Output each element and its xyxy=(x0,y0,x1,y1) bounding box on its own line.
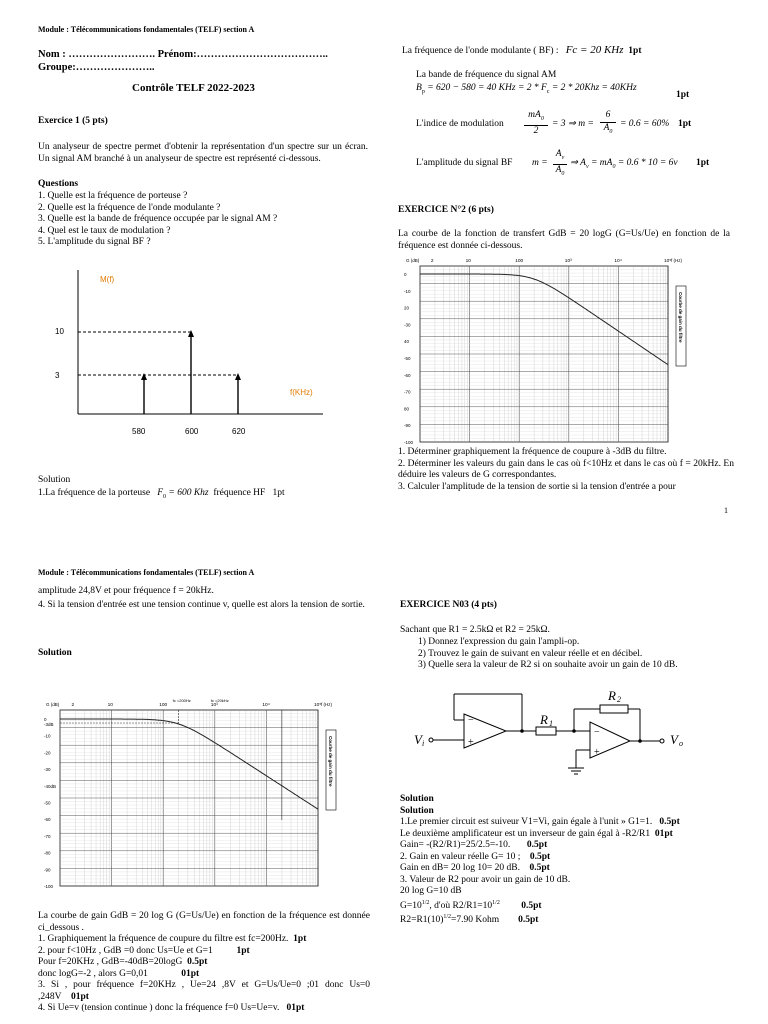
side-label: Courbe de gain du filtre xyxy=(328,736,333,787)
graph-ytick: -20 xyxy=(44,750,51,756)
ex3-pt: 0.5pt xyxy=(659,817,680,827)
ampl-rest2-sub: 0 xyxy=(612,163,616,170)
page-title: Contrôle TELF 2022-2023 xyxy=(132,82,255,94)
ampl-rest-c: = 0.6 * 10 = 6v xyxy=(615,158,678,168)
op1-minus: − xyxy=(468,715,474,726)
ex3-sol-line: G=10 xyxy=(400,900,422,911)
exercise3-intro: Sachant que R1 = 2.5kΩ et R2 = 25kΩ. xyxy=(400,625,550,635)
ex3-sol-row xyxy=(400,817,740,829)
graph-ytick: -40dB xyxy=(44,783,57,789)
g-exp: 1/2 xyxy=(443,914,452,921)
exercise3-solution xyxy=(400,794,740,927)
sol-pt: 01pt xyxy=(71,991,89,1002)
ex3-sol-line: 1.Le premier circuit est suiveur V1=Vi, gain égale à l'unit » G1=1. xyxy=(400,817,653,827)
sol-line-row xyxy=(38,980,370,1003)
questions-list xyxy=(38,191,277,249)
resistor-r2 xyxy=(600,705,628,713)
graph-ytick: -10 xyxy=(44,733,51,739)
graph-ytick: -100 xyxy=(404,440,414,445)
sol-line: La courbe de gain GdB = 20 log G (G=Us/Ue) en fonction de la fréquence est donnée ci_dessous . xyxy=(38,911,370,933)
ampl-rest-a: ⇒ A xyxy=(570,158,586,168)
question-item: 1. Quelle est la fréquence de porteuse ? xyxy=(38,191,188,201)
nom-field: Nom : ……………………. Prénom:……………………………….. xyxy=(38,49,328,60)
module-header: Module : Télécommunications fondamentales (TELF) section A xyxy=(38,25,255,34)
ex3-pt: 0.5pt xyxy=(521,900,542,911)
spectrum-xtick: 620 xyxy=(232,427,246,436)
ampl-den: A xyxy=(555,165,562,176)
bf-pt: 1pt xyxy=(628,46,642,56)
ex3-sol-line: 20 log G=10 dB xyxy=(400,886,462,896)
graph-ytick: 0 xyxy=(44,717,47,722)
graph-ytick: -60 xyxy=(44,817,51,823)
indice-den: 2 xyxy=(533,126,539,137)
sol-line-row xyxy=(38,957,370,969)
gain-graph-1 xyxy=(398,256,698,446)
graph-ytick: -100 xyxy=(44,884,54,889)
bf-text: La fréquence de l'onde modulante ( BF) : xyxy=(402,46,559,56)
fc-annotation: fc =200Hz xyxy=(172,698,191,703)
exercise3-questions xyxy=(418,637,678,672)
graph-xtick: 100 xyxy=(159,703,168,708)
sol-line: 4. Si Ue=v (tension continue ) donc la fréquence f=0 Us=Ue=v. xyxy=(38,1003,280,1013)
exercise2-title: EXERCICE N°2 (6 pts) xyxy=(398,205,494,215)
sol-line-row xyxy=(38,934,370,946)
graph-ytick: -30 xyxy=(44,767,51,773)
graph-ytick: -90 xyxy=(404,423,411,429)
ex3-sol-line: 2. Gain en valeur réelle G= 10 ; xyxy=(400,851,521,862)
bande-formula xyxy=(416,83,637,98)
ex2-question: 2. Déterminer les valeurs du gain dans le cas où f<10Hz et dans le cas où f = 20kHz. En déduire les valeurs de G correspondantes. xyxy=(398,458,734,480)
graph-xtick: 10⁴ xyxy=(614,259,622,264)
indice-mid: = 3 ⇒ m = xyxy=(552,119,594,129)
graph-ytick: -3dB xyxy=(44,722,54,728)
question-item: 2. Quelle est la fréquence de l'onde modulante ? xyxy=(38,202,221,213)
sol-line: Pour f=20KHz , GdB=-40dB=20logG xyxy=(38,957,183,967)
svg-text:1 xyxy=(549,719,553,728)
vi-sub: i xyxy=(422,739,425,748)
op1-plus: + xyxy=(468,737,474,748)
ex3-pt: 0.5pt xyxy=(529,863,550,873)
groupe-field: Groupe:………………….. xyxy=(38,62,155,73)
indice-num2: 6 xyxy=(600,110,616,123)
r1-sub: 1 xyxy=(549,719,553,728)
exercise2-questions xyxy=(398,447,734,493)
ex3-pt: 0.5pt xyxy=(529,851,551,862)
ampl-pt: 1pt xyxy=(696,158,710,168)
graph-ytick: -60 xyxy=(404,372,411,378)
g-mid: , d'où R2/R1=10 xyxy=(429,900,493,911)
graph-ytick: -90 xyxy=(44,867,51,873)
graph-ytick: -80 xyxy=(44,850,51,856)
sol1-pt: 1pt xyxy=(272,488,285,498)
vo-sub: o xyxy=(679,739,683,748)
op2-plus: + xyxy=(594,747,600,758)
spectrum-ytick: 3 xyxy=(55,371,60,380)
bf-frequency xyxy=(402,45,641,58)
sol-line-row xyxy=(38,946,370,958)
sol-pt: 01pt xyxy=(181,968,200,979)
ex3-sol-row xyxy=(400,852,740,864)
ex3-sol-title: Solution xyxy=(400,794,434,804)
ex3-sol-row xyxy=(400,840,740,852)
svg-text:i xyxy=(422,739,424,748)
vo-label: V xyxy=(670,732,678,747)
ex3-question: 3) Quelle sera la valeur de R2 si on souhaite avoir un gain de 10 dB. xyxy=(418,660,678,670)
sol-line: 2. pour f<10Hz , GdB =0 donc Us=Ue et G=1 xyxy=(38,945,213,956)
graph-ytick: -50 xyxy=(44,800,51,806)
spectrum-xtick: 580 xyxy=(132,427,146,436)
graph-ylabel: G (dB) xyxy=(406,258,420,263)
sol-line-row xyxy=(38,1003,370,1015)
ampl-num-sub: v xyxy=(561,154,565,161)
bande-pt: 1pt xyxy=(676,90,690,100)
svg-text:o xyxy=(679,739,683,748)
svg-text:R xyxy=(539,712,548,727)
sol1-sub: 0 xyxy=(163,493,167,500)
side-label: Courbe de gain du filtre xyxy=(678,292,683,343)
opamp-circuit xyxy=(410,682,700,782)
graph-xtick: 10 xyxy=(465,259,471,264)
graph-xtick: 2 xyxy=(71,703,75,708)
graph-xtick: 10³ xyxy=(564,259,572,264)
graph-ytick: -10 xyxy=(404,288,411,294)
graph-ytick: 20 xyxy=(404,305,410,311)
r2-sub: 2 xyxy=(617,695,621,704)
graph-ylabel: G (dB) xyxy=(46,702,60,707)
indice-end: = 0.6 = 60% xyxy=(620,119,670,129)
sol-pt: 0.5pt xyxy=(187,957,208,967)
ex3-question: 2) Trouvez le gain de suivant en valeur réelle et en décibel. xyxy=(418,648,643,659)
ampl-rest-b: = mA xyxy=(588,158,613,168)
indice-frac1 xyxy=(524,110,548,138)
ampl-rest-sub: v xyxy=(585,163,589,170)
graph-ytick: 40 xyxy=(404,339,410,345)
sol1-text2: fréquence HF xyxy=(213,488,266,498)
graph-xtick: 10⁴ xyxy=(262,703,270,708)
ampl-num: A xyxy=(555,149,562,159)
g-exp: 1/2 xyxy=(421,899,430,906)
spectrum-xtick: 600 xyxy=(185,427,199,436)
solution-title-2: Solution xyxy=(38,648,72,658)
solution-lines xyxy=(38,911,370,1015)
question-item: 3. Quelle est la bande de fréquence occupée par le signal AM ? xyxy=(38,214,278,224)
graph-ytick: -50 xyxy=(404,356,411,361)
indice-den2-sub: 0 xyxy=(609,128,613,135)
page-number: 1 xyxy=(724,506,728,515)
question-item: 4. Quel est le taux de modulation ? xyxy=(38,225,171,236)
spectrum-xlabel: f(KHz) xyxy=(290,388,313,397)
ex3-pt: 0.5pt xyxy=(518,915,539,926)
sol-line: 3. Si , pour fréquence f=20KHz , Ue=24 ,8V et G=Us/Ue=0 ;01 donc Us=0 ,248V xyxy=(38,980,370,1002)
indice-num: mA xyxy=(528,110,541,120)
ex2-question: 1. Déterminer graphiquement la fréquence de coupure à -3dB du filtre. xyxy=(398,447,667,457)
ex3-sol-line: Gain= -(R2/R1)=25/2.5=-10. xyxy=(400,840,511,850)
resistor-r1 xyxy=(536,727,556,735)
fc2-annotation: fc =20kHz xyxy=(210,698,229,703)
ex3-question: 1) Donnez l'expression du gain l'ampli-op. xyxy=(418,637,580,647)
sol1-text: 1.La fréquence de la porteuse xyxy=(38,488,151,498)
bande-rest: = 620 − 580 = 40 KHz = 2 * F xyxy=(424,83,547,93)
ex3-sol-line: Le deuxième amplificateur est un inverseur de gain égal à -R2/R1 xyxy=(400,828,651,839)
continued-1: amplitude 24,8V et pour fréquence f = 20kHz. xyxy=(38,586,214,596)
ampl-den-sub: 0 xyxy=(561,171,565,178)
bande-title: La bande de fréquence du signal AM xyxy=(416,70,557,80)
sol-pt: 1pt xyxy=(236,945,250,956)
graph-ytick: -30 xyxy=(404,322,411,328)
bande-sub: p xyxy=(421,88,425,95)
graph-ytick: 80 xyxy=(404,406,410,412)
sol1-math2: = 600 Khz xyxy=(166,488,209,498)
ex3-sol-row xyxy=(400,912,740,927)
questions-title: Questions xyxy=(38,179,79,189)
sol-line: 1. Graphiquement la fréquence de coupure du filtre est fc=200Hz. xyxy=(38,934,289,944)
exercise2-intro: La courbe de la fonction de transfert GdB = 20 logG (G=Us/Ue) en fonction de la fréquence est donnée ci-dessous. xyxy=(398,229,730,251)
module-header-2: Module : Télécommunications fondamentales (TELF) section A xyxy=(38,568,255,577)
r1-label: R xyxy=(540,712,548,727)
bf-math: Fc = 20 KHz xyxy=(565,44,624,56)
ex3-pt: 0.5pt xyxy=(526,840,548,850)
ex3-sol-line: Gain en dB= 20 log 10= 20 dB. xyxy=(400,863,520,873)
graph-ytick: 0 xyxy=(404,272,407,277)
ex3-sol-row xyxy=(400,898,740,913)
gain-graph-2 xyxy=(38,694,350,890)
svg-text:2 xyxy=(617,695,621,704)
sol-pt: 1pt xyxy=(293,934,307,944)
spectrum-ylabel: M(f) xyxy=(100,275,115,284)
ex3-sol-row xyxy=(400,863,740,875)
continued-2: 4. Si la tension d'entrée est une tension continue v, quelle est alors la tension de sortie. xyxy=(38,600,365,610)
indice-pt: 1pt xyxy=(678,119,692,129)
spectrum-ytick: 10 xyxy=(55,327,64,336)
graph-xtick: 10⁵ xyxy=(314,703,322,708)
bande-sub2: c xyxy=(546,88,550,95)
graph-xlabel: f (Hz) xyxy=(321,702,332,707)
ex3-pt: 01pt xyxy=(654,828,673,839)
ex2-question: 3. Calculer l'amplitude de la tension de sortie si la tension d'entrée a pour xyxy=(398,481,676,492)
g-exp: 1/2 xyxy=(492,899,500,906)
ex3-sol-title: Solution xyxy=(400,805,434,816)
exercise1-title: Exercice 1 (5 pts) xyxy=(38,116,108,126)
spectrum-diagram xyxy=(38,262,328,442)
ex3-sol-line: R2=R1(10) xyxy=(400,915,444,926)
question-item: 5. L'amplitude du signal BF ? xyxy=(38,237,151,247)
sol-line-row xyxy=(38,969,370,981)
ampl-rest xyxy=(570,158,678,173)
exercise3-title: EXERCICE N03 (4 pts) xyxy=(400,600,497,610)
sol-pt: 01pt xyxy=(286,1003,305,1013)
indice-den2: A xyxy=(603,122,610,133)
graph-xtick: 2 xyxy=(430,259,434,264)
indice-frac2 xyxy=(600,110,616,138)
indice-num-sub: 0 xyxy=(540,115,544,122)
graph-xtick: 10⁵ xyxy=(664,259,672,264)
graph-xtick: 10³ xyxy=(210,703,218,708)
ampl-text: L'amplitude du signal BF xyxy=(416,158,513,168)
r2-end: =7.90 Kohm xyxy=(451,915,500,926)
solution-1 xyxy=(38,488,285,503)
graph-xlabel: f (Hz) xyxy=(671,258,682,263)
graph-xtick: 100 xyxy=(515,259,524,264)
svg-text:R xyxy=(607,688,616,703)
bande-math: B xyxy=(416,83,422,93)
ex3-sol-row xyxy=(400,829,740,841)
bande-rest2: = 2 * 20Khz = 40KHz xyxy=(549,83,637,93)
ampl-m: m = xyxy=(532,158,548,168)
ex3-sol-line: 3. Valeur de R2 pour avoir un gain de 10 dB. xyxy=(400,874,571,885)
ampl-frac xyxy=(553,149,567,181)
op2-minus: − xyxy=(594,727,600,738)
graph-ytick: -70 xyxy=(404,389,411,395)
exercise1-intro: Un analyseur de spectre permet d'obtenir la représentation d'un spectre sur un écran. Un signal AM branché à un analyseur de spectre est représenté ci-dessous. xyxy=(38,142,368,164)
sol1-math: F xyxy=(157,488,164,498)
indice-text: L'indice de modulation xyxy=(416,119,504,129)
solution-title: Solution xyxy=(38,475,71,485)
sol-line: donc logG=-2 , alors G=0,01 xyxy=(38,968,148,979)
graph-ytick: -70 xyxy=(44,833,51,839)
r2-label: R xyxy=(608,688,616,703)
vi-label: V xyxy=(414,732,422,747)
graph-xtick: 10 xyxy=(107,703,113,708)
